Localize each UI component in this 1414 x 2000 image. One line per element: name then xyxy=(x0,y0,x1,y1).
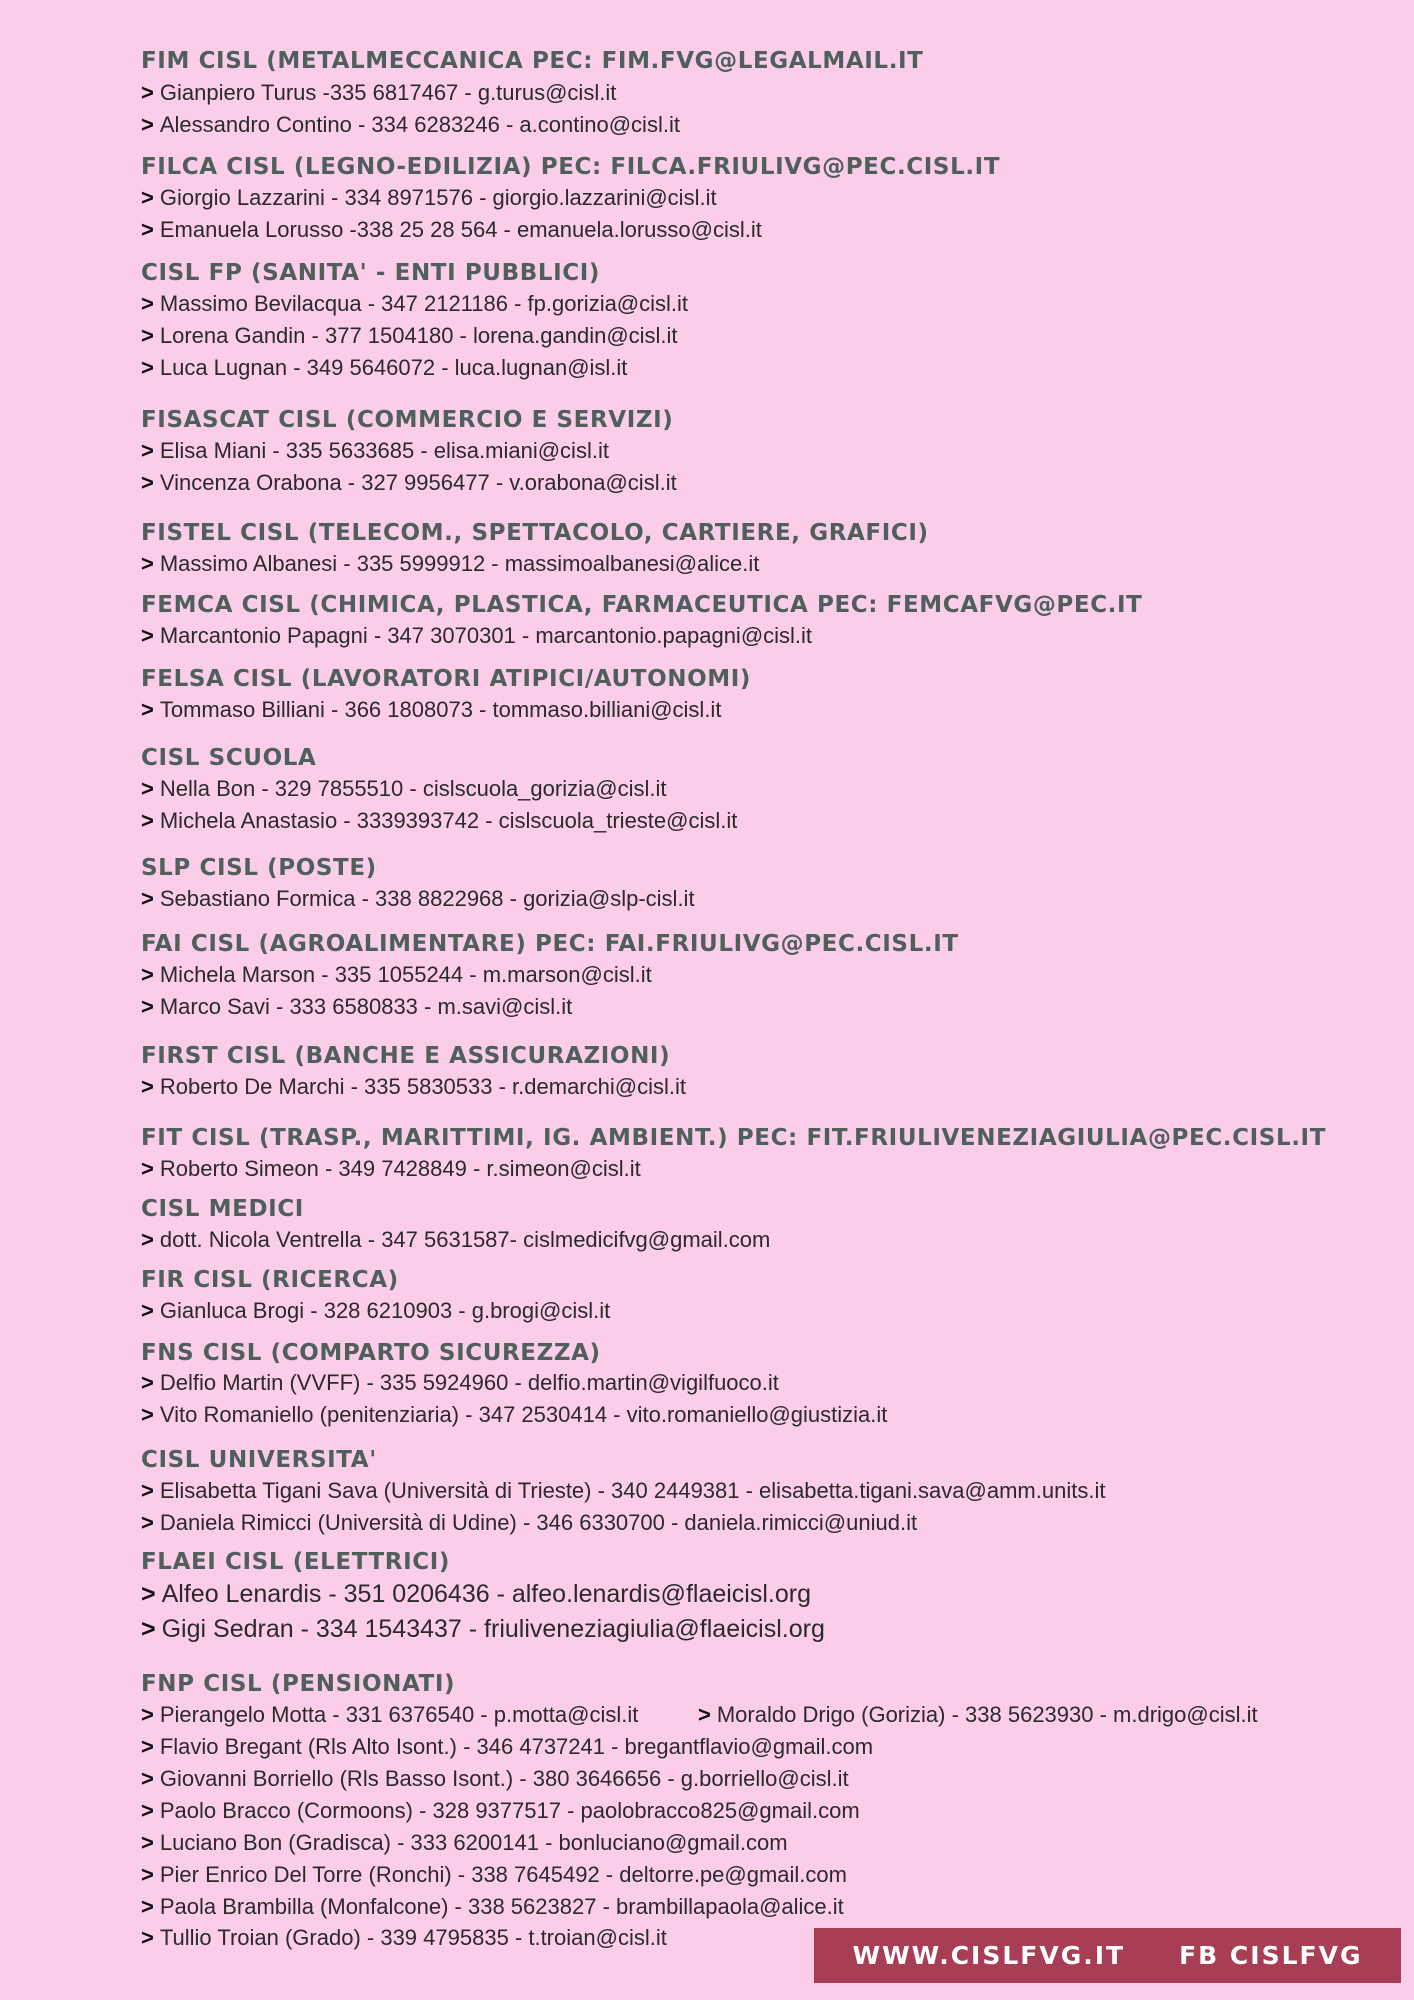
section-heading: FNS CISL (COMPARTO SICUREZZA) xyxy=(141,1340,601,1366)
section-heading: FIT CISL (TRASP., MARITTIMI, IG. AMBIENT.) PEC: FIT.FRIULIVENEZIAGIULIA@PEC.CISL.IT xyxy=(141,1125,1326,1151)
contact-line: > Massimo Albanesi - 335 5999912 - massimoalbanesi@alice.it xyxy=(141,551,760,576)
section-heading: FAI CISL (AGROALIMENTARE) PEC: FAI.FRIULIVG@PEC.CISL.IT xyxy=(141,931,959,957)
contact-line: > Marco Savi - 333 6580833 - m.savi@cisl.it xyxy=(141,994,573,1019)
facebook-link[interactable]: FB CISLFVG xyxy=(1179,1941,1363,1970)
contact-line: > Elisa Miani - 335 5633685 - elisa.miani@cisl.it xyxy=(141,438,609,463)
contact-line: > Tullio Troian (Grado) - 339 4795835 - t.troian@cisl.it xyxy=(141,1925,667,1950)
section-heading: FISASCAT CISL (COMMERCIO E SERVIZI) xyxy=(141,407,674,433)
contact-line: > Marcantonio Papagni - 347 3070301 - marcantonio.papagni@cisl.it xyxy=(141,623,813,648)
contact-line: > Luciano Bon (Gradisca) - 333 6200141 - bonluciano@gmail.com xyxy=(141,1830,788,1855)
section-heading: FELSA CISL (LAVORATORI ATIPICI/AUTONOMI) xyxy=(141,666,751,692)
contact-line: > Paola Brambilla (Monfalcone) - 338 5623827 - brambillapaola@alice.it xyxy=(141,1894,844,1919)
contact-line: > Michela Marson - 335 1055244 - m.marson@cisl.it xyxy=(141,962,652,987)
section-heading: SLP CISL (POSTE) xyxy=(141,855,377,881)
contact-line: > Pierangelo Motta - 331 6376540 - p.motta@cisl.it xyxy=(141,1702,639,1727)
contact-line: > Sebastiano Formica - 338 8822968 - gorizia@slp-cisl.it xyxy=(141,886,695,911)
contact-line: > dott. Nicola Ventrella - 347 5631587- cislmedicifvg@gmail.com xyxy=(141,1227,771,1252)
contact-line: > Gigi Sedran - 334 1543437 - friuliveneziagiulia@flaeicisl.org xyxy=(141,1615,825,1643)
section-heading: CISL UNIVERSITA' xyxy=(141,1447,377,1473)
contact-line: > Elisabetta Tigani Sava (Università di Trieste) - 340 2449381 - elisabetta.tigani.sava@amm.units.it xyxy=(141,1478,1106,1503)
contact-line: > Daniela Rimicci (Università di Udine) - 346 6330700 - daniela.rimicci@uniud.it xyxy=(141,1510,918,1535)
contact-line: > Flavio Bregant (Rls Alto Isont.) - 346 4737241 - bregantflavio@gmail.com xyxy=(141,1734,874,1759)
contact-line: > Gianluca Brogi - 328 6210903 - g.brogi@cisl.it xyxy=(141,1298,611,1323)
contact-line: > Moraldo Drigo (Gorizia) - 338 5623930 - m.drigo@cisl.it xyxy=(698,1702,1258,1727)
contact-line: > Giorgio Lazzarini - 334 8971576 - giorgio.lazzarini@cisl.it xyxy=(141,185,717,210)
section-heading: FILCA CISL (LEGNO-EDILIZIA) PEC: FILCA.FRIULIVG@PEC.CISL.IT xyxy=(141,154,1001,180)
contact-line: > Giovanni Borriello (Rls Basso Isont.) - 380 3646656 - g.borriello@cisl.it xyxy=(141,1766,849,1791)
contact-line: > Tommaso Billiani - 366 1808073 - tommaso.billiani@cisl.it xyxy=(141,697,722,722)
section-heading: CISL FP (SANITA' - ENTI PUBBLICI) xyxy=(141,260,601,286)
contact-line: > Vincenza Orabona - 327 9956477 - v.orabona@cisl.it xyxy=(141,470,677,495)
footer-banner xyxy=(814,1928,1401,1983)
section-heading: CISL SCUOLA xyxy=(141,745,317,771)
section-heading: FIM CISL (METALMECCANICA PEC: FIM.FVG@LEGALMAIL.IT xyxy=(141,48,924,74)
section-heading: CISL MEDICI xyxy=(141,1196,304,1222)
contact-line: > Roberto Simeon - 349 7428849 - r.simeon@cisl.it xyxy=(141,1156,641,1181)
contact-line: > Alessandro Contino - 334 6283246 - a.contino@cisl.it xyxy=(141,112,680,137)
contact-line: > Pier Enrico Del Torre (Ronchi) - 338 7645492 - deltorre.pe@gmail.com xyxy=(141,1862,847,1887)
contact-line: > Lorena Gandin - 377 1504180 - lorena.gandin@cisl.it xyxy=(141,323,678,348)
section-heading: FEMCA CISL (CHIMICA, PLASTICA, FARMACEUTICA PEC: FEMCAFVG@PEC.IT xyxy=(141,592,1143,618)
website-link[interactable]: WWW.CISLFVG.IT xyxy=(852,1941,1126,1970)
contact-line: > Vito Romaniello (penitenziaria) - 347 2530414 - vito.romaniello@giustizia.it xyxy=(141,1402,888,1427)
section-heading: FIRST CISL (BANCHE E ASSICURAZIONI) xyxy=(141,1043,671,1069)
contact-line: > Gianpiero Turus -335 6817467 - g.turus@cisl.it xyxy=(141,80,617,105)
contact-line: > Delfio Martin (VVFF) - 335 5924960 - delfio.martin@vigilfuoco.it xyxy=(141,1370,779,1395)
contact-line: > Paolo Bracco (Cormoons) - 328 9377517 - paolobracco825@gmail.com xyxy=(141,1798,860,1823)
contact-line: > Michela Anastasio - 3339393742 - cislscuola_trieste@cisl.it xyxy=(141,808,738,833)
section-heading: FIR CISL (RICERCA) xyxy=(141,1267,399,1293)
contact-line: > Massimo Bevilacqua - 347 2121186 - fp.gorizia@cisl.it xyxy=(141,291,689,316)
contact-line: > Roberto De Marchi - 335 5830533 - r.demarchi@cisl.it xyxy=(141,1074,686,1099)
contact-line: > Nella Bon - 329 7855510 - cislscuola_gorizia@cisl.it xyxy=(141,776,667,801)
section-heading: FLAEI CISL (ELETTRICI) xyxy=(141,1549,451,1575)
contact-line: > Alfeo Lenardis - 351 0206436 - alfeo.lenardis@flaeicisl.org xyxy=(141,1580,811,1608)
section-heading: FISTEL CISL (TELECOM., SPETTACOLO, CARTIERE, GRAFICI) xyxy=(141,520,929,546)
contact-line: > Luca Lugnan - 349 5646072 - luca.lugnan@isl.it xyxy=(141,355,628,380)
contact-line: > Emanuela Lorusso -338 25 28 564 - emanuela.lorusso@cisl.it xyxy=(141,217,762,242)
section-heading: FNP CISL (PENSIONATI) xyxy=(141,1671,456,1697)
